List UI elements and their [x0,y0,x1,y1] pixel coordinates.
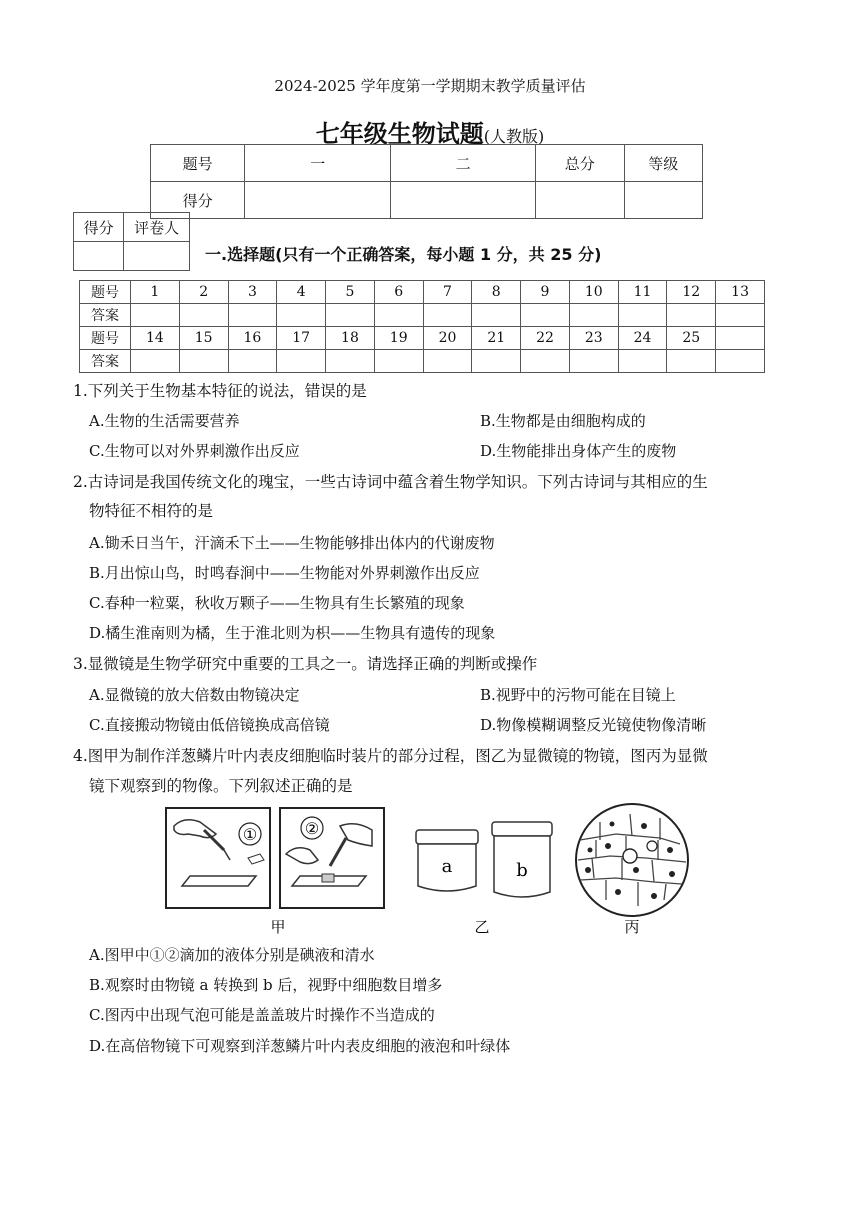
answer-grid-qnum-cell: 5 [326,281,375,304]
answer-grid-answer-cell [716,350,765,373]
q3-stem: 3.显微镜是生物学研究中重要的工具之一。请选择正确的判断或操作 [73,655,538,673]
answer-grid-answer-cell [423,304,472,327]
score-table [150,144,703,219]
answer-grid-qnum-cell: 19 [374,327,423,350]
q3-option-c: C.直接搬动物镜由低倍镜换成高倍镜 [89,716,330,734]
figure-microscope-view [576,804,688,916]
answer-grid-answer-cell [131,350,180,373]
answer-grid-qnum-cell: 25 [667,327,716,350]
score-header-part1: 一 [245,145,391,182]
q1-option-d: D.生物能排出身体产生的废物 [480,442,677,460]
answer-grid-answer-cell [569,304,618,327]
score-cell [624,182,703,219]
grader-score-cell [74,242,124,271]
title-edition: (人教版) [483,127,545,146]
score-cell [245,182,391,219]
figure-caption-bing: 丙 [624,918,640,936]
figure-jia-step1-panel [166,808,270,908]
answer-grid-answer-cell [716,304,765,327]
answer-grid-qnum-cell: 6 [374,281,423,304]
answer-grid-qnum-cell: 4 [277,281,326,304]
q2-stem-line2: 物特征不相符的是 [89,502,214,520]
q2-option-b: B.月出惊山鸟，时鸣春涧中——生物能对外界刺激作出反应 [89,564,480,582]
answer-grid-answer-cell [667,350,716,373]
answer-grid-qnum-cell: 22 [521,327,570,350]
section1-heading: 一.选择题(只有一个正确答案，每小题 1 分，共 25 分) [205,245,602,264]
answer-grid-qnum-label: 题号 [80,327,131,350]
answer-grid-answer-cell [618,304,667,327]
score-header-part2: 二 [391,145,536,182]
answer-grid-answer-cell [228,304,277,327]
answer-grid-answer-cell [374,304,423,327]
answer-grid-qnum-cell: 14 [131,327,180,350]
q4-option-b: B.观察时由物镜 a 转换到 b 后，视野中细胞数目增多 [89,976,443,994]
answer-grid-answer-cell [131,304,180,327]
score-cell [536,182,624,219]
q4-option-a: A.图甲中①②滴加的液体分别是碘液和清水 [89,946,375,964]
answer-grid-qnum-cell: 16 [228,327,277,350]
q1-stem: 1.下列关于生物基本特征的说法，错误的是 [73,382,367,400]
score-header-total: 总分 [536,145,624,182]
answer-grid-answer-cell [618,350,667,373]
score-row-label: 得分 [151,182,245,219]
answer-grid-answer-cell [277,350,326,373]
answer-grid-qnum-cell: 3 [228,281,277,304]
answer-grid-answer-cell [179,304,228,327]
q2-stem-line1: 2.古诗词是我国传统文化的瑰宝，一些古诗词中蕴含着生物学知识。下列古诗词与其相应的生 [73,473,708,491]
answer-grid-answer-cell [228,350,277,373]
figure-step1-label: ① [242,825,258,844]
answer-grid-answer-cell [521,304,570,327]
answer-grid-qnum-cell: 12 [667,281,716,304]
answer-grid-answer-cell [472,350,521,373]
q4-stem-line1: 4.图甲为制作洋葱鳞片叶内表皮细胞临时装片的部分过程，图乙为显微镜的物镜，图丙为显微 [73,747,708,765]
q1-option-b: B.生物都是由细胞构成的 [480,412,646,430]
grader-name-label: 评卷人 [124,213,190,242]
answer-grid-qnum-cell: 1 [131,281,180,304]
answer-grid-qnum-label: 题号 [80,281,131,304]
q1-option-a: A.生物的生活需要营养 [89,412,240,430]
q4-option-c: C.图丙中出现气泡可能是盖盖玻片时操作不当造成的 [89,1006,435,1024]
grader-score-label: 得分 [74,213,124,242]
figure-jia-step2-panel [280,808,384,908]
answer-grid-qnum-cell: 24 [618,327,667,350]
exam-subtitle: 2024-2025 学年度第一学期期末教学质量评估 [274,77,586,95]
score-header-grade: 等级 [624,145,703,182]
answer-grid-answer-cell [326,350,375,373]
answer-grid-qnum-cell: 23 [569,327,618,350]
answer-grid-qnum-cell: 7 [423,281,472,304]
answer-grid-answer-cell [667,304,716,327]
figure-step2-label: ② [304,819,320,838]
figure-caption-yi: 乙 [474,918,490,936]
answer-grid [79,280,765,373]
answer-grid-qnum-cell: 10 [569,281,618,304]
answer-grid-qnum-cell: 9 [521,281,570,304]
score-cell [391,182,536,219]
grader-name-cell [124,242,190,271]
answer-grid-answer-cell [521,350,570,373]
answer-grid-qnum-cell: 13 [716,281,765,304]
answer-grid-qnum-cell: 15 [179,327,228,350]
title-main: 七年级生物试题 [315,119,484,148]
q1-option-c: C.生物可以对外界刺激作出反应 [89,442,300,460]
q3-option-a: A.显微镜的放大倍数由物镜决定 [89,686,300,704]
answer-grid-qnum-cell: 18 [326,327,375,350]
q3-option-d: D.物像模糊调整反光镜使物像清晰 [480,716,707,734]
q3-option-b: B.视野中的污物可能在目镜上 [480,686,676,704]
answer-grid-answer-cell [374,350,423,373]
answer-grid-qnum-cell: 20 [423,327,472,350]
answer-grid-qnum-cell [716,327,765,350]
figure-lens-a-label: a [441,856,453,877]
q4-figure [160,800,705,940]
figure-lens-b-label: b [516,860,528,881]
answer-grid-answer-cell [472,304,521,327]
grader-box [73,212,190,271]
answer-grid-qnum-cell: 2 [179,281,228,304]
score-header-qnum: 题号 [151,145,245,182]
q2-option-d: D.橘生淮南则为橘，生于淮北则为枳——生物具有遗传的现象 [89,624,496,642]
q2-option-c: C.春种一粒粟，秋收万颗子——生物具有生长繁殖的现象 [89,594,465,612]
q2-option-a: A.锄禾日当午，汗滴禾下土——生物能够排出体内的代谢废物 [89,534,495,552]
answer-grid-answer-cell [179,350,228,373]
answer-grid-answer-cell [423,350,472,373]
q4-option-d: D.在高倍物镜下可观察到洋葱鳞片叶内表皮细胞的液泡和叶绿体 [89,1037,511,1055]
q4-stem-line2: 镜下观察到的物像。下列叙述正确的是 [89,777,353,795]
answer-grid-answer-cell [326,304,375,327]
answer-grid-answer-cell [569,350,618,373]
answer-grid-qnum-cell: 17 [277,327,326,350]
answer-grid-qnum-cell: 8 [472,281,521,304]
answer-grid-qnum-cell: 21 [472,327,521,350]
figure-caption-jia: 甲 [270,918,286,936]
answer-grid-ans-label: 答案 [80,304,131,327]
answer-grid-answer-cell [277,304,326,327]
answer-grid-qnum-cell: 11 [618,281,667,304]
answer-grid-ans-label: 答案 [80,350,131,373]
